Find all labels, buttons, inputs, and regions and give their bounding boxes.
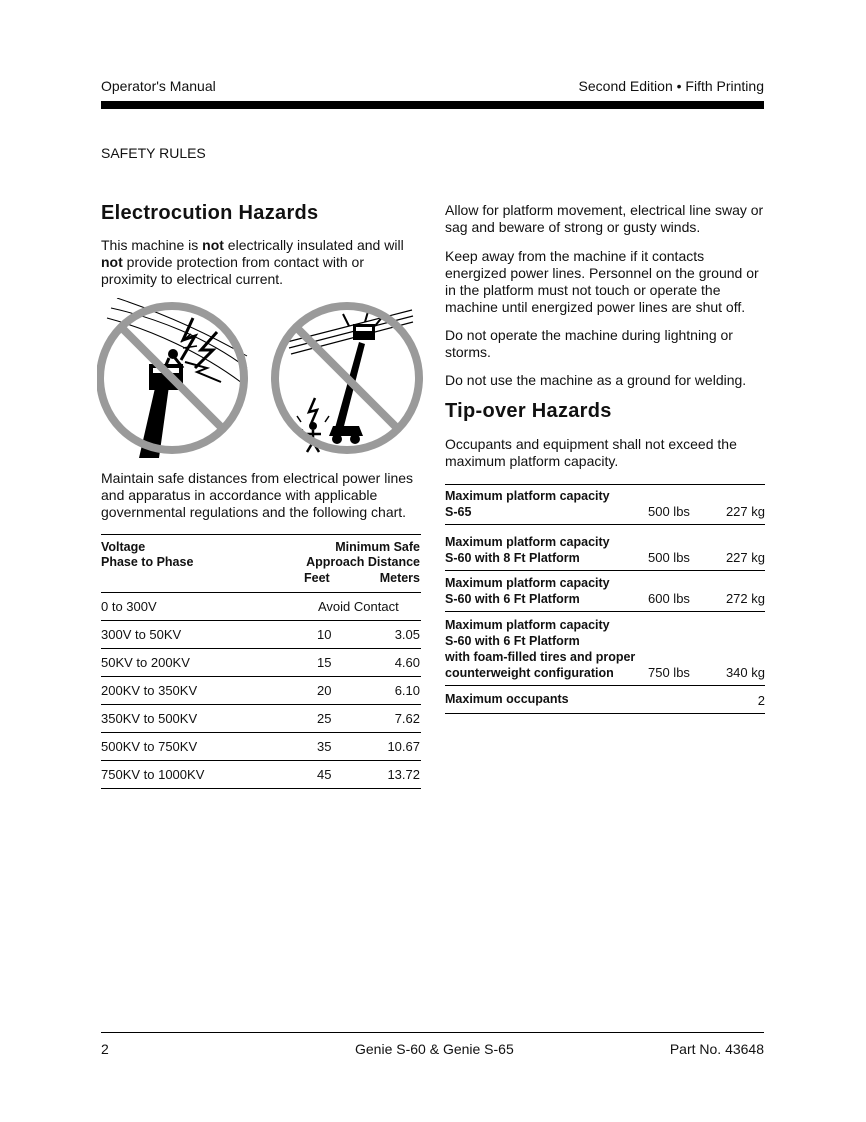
header-voltage: Voltage xyxy=(101,540,146,554)
electrocution-illustration xyxy=(97,298,427,460)
feet-cell: 45 xyxy=(317,767,332,782)
table-row xyxy=(101,761,421,789)
table-row xyxy=(445,525,765,571)
voltage-cell: 200KV to 350KV xyxy=(101,683,198,698)
model-label: S-60 with 6 Ft Platform xyxy=(445,592,580,606)
table-row xyxy=(445,612,765,686)
model-label: S-60 with 6 Ft Platform xyxy=(445,634,580,648)
voltage-table-header xyxy=(101,535,421,593)
table-row xyxy=(101,733,421,761)
voltage-cell: 350KV to 500KV xyxy=(101,711,198,726)
feet-cell: 20 xyxy=(317,683,332,698)
electrocution-intro: This machine is not electrically insulated and will not provide protection from contact with or proximity to electrical current. xyxy=(101,237,404,287)
footer-rule xyxy=(101,1032,764,1033)
voltage-cell: 750KV to 1000KV xyxy=(101,767,205,782)
capacity-label: Maximum platform capacity xyxy=(445,576,610,590)
model-label: S-65 xyxy=(445,505,472,519)
electrocution-title: Electrocution Hazards xyxy=(101,202,319,224)
safe-distance-text: Maintain safe distances from electrical power lines and apparatus in accordance with applicable governmental regulations and the following chart. xyxy=(101,470,414,520)
header-approach: Approach Distance xyxy=(306,555,420,569)
page-number: 2 xyxy=(101,1041,109,1057)
header-phase: Phase to Phase xyxy=(101,555,194,569)
feet-cell: 10 xyxy=(317,627,332,642)
table-row xyxy=(445,485,765,525)
header-meters: Meters xyxy=(379,571,420,585)
voltage-distance-table xyxy=(101,534,421,789)
voltage-cell: 50KV to 200KV xyxy=(101,655,190,670)
welding-text: Do not use the machine as a ground for welding. xyxy=(445,372,747,388)
meters-cell: 10.67 xyxy=(387,739,420,754)
tipover-title: Tip-over Hazards xyxy=(445,400,612,422)
table-row xyxy=(445,686,765,714)
meters-cell: 13.72 xyxy=(387,767,420,782)
table-row xyxy=(101,649,421,677)
feet-cell: 35 xyxy=(317,739,332,754)
meters-cell: 7.62 xyxy=(394,711,420,726)
header-min-safe: Minimum Safe xyxy=(335,540,420,554)
occupants-label: Maximum occupants xyxy=(445,692,569,706)
capacity-kg: 227 kg xyxy=(725,550,765,565)
platform-capacity-table xyxy=(445,484,765,714)
feet-cell: 25 xyxy=(317,711,332,726)
table-row xyxy=(445,571,765,612)
capacity-lbs: 600 lbs xyxy=(648,591,690,606)
lightning-text: Do not operate the machine during lightning or storms. xyxy=(445,327,733,360)
model-label: S-60 with 8 Ft Platform xyxy=(445,551,580,565)
table-row xyxy=(101,705,421,733)
tipover-intro: Occupants and equipment shall not exceed the maximum platform capacity. xyxy=(445,436,737,469)
prohibition-circle-left xyxy=(100,306,244,450)
capacity-label: Maximum platform capacity xyxy=(445,618,610,632)
condition-label: counterweight configuration xyxy=(445,666,614,680)
capacity-label: Maximum platform capacity xyxy=(445,535,610,549)
footer-model: Genie S-60 & Genie S-65 xyxy=(355,1041,514,1057)
section-label: SAFETY RULES xyxy=(101,145,206,161)
header-feet: Feet xyxy=(304,571,330,585)
platform-movement-text: Allow for platform movement, electrical line sway or sag and beware of strong or gusty winds. xyxy=(445,202,764,235)
keep-away-text: Keep away from the machine if it contacts energized power lines. Personnel on the ground or in the platform must not touch or operate the machine until energized power lines are shut off. xyxy=(445,248,759,315)
header-rule xyxy=(101,101,764,109)
capacity-lbs: 500 lbs xyxy=(648,504,690,519)
footer-part-number: Part No. 43648 xyxy=(669,1041,764,1057)
voltage-cell: 500KV to 750KV xyxy=(101,739,198,754)
capacity-lbs: 500 lbs xyxy=(648,550,690,565)
avoid-contact-cell: Avoid Contact xyxy=(318,599,399,614)
table-row xyxy=(101,593,421,621)
feet-cell: 15 xyxy=(317,655,332,670)
table-row xyxy=(101,621,421,649)
table-row xyxy=(101,677,421,705)
voltage-cell: 0 to 300V xyxy=(101,599,157,614)
header-manual-title: Operator's Manual xyxy=(101,78,216,94)
condition-label: with foam-filled tires and proper xyxy=(445,650,636,664)
header-edition: Second Edition • Fifth Printing xyxy=(578,78,764,94)
meters-cell: 6.10 xyxy=(394,683,420,698)
capacity-label: Maximum platform capacity xyxy=(445,489,610,503)
capacity-kg: 227 kg xyxy=(725,504,765,519)
capacity-kg: 340 kg xyxy=(725,665,765,680)
capacity-kg: 272 kg xyxy=(725,591,765,606)
meters-cell: 3.05 xyxy=(394,627,420,642)
capacity-lbs: 750 lbs xyxy=(648,665,690,680)
meters-cell: 4.60 xyxy=(394,655,420,670)
occupants-value: 2 xyxy=(757,693,765,708)
voltage-cell: 300V to 50KV xyxy=(101,627,182,642)
